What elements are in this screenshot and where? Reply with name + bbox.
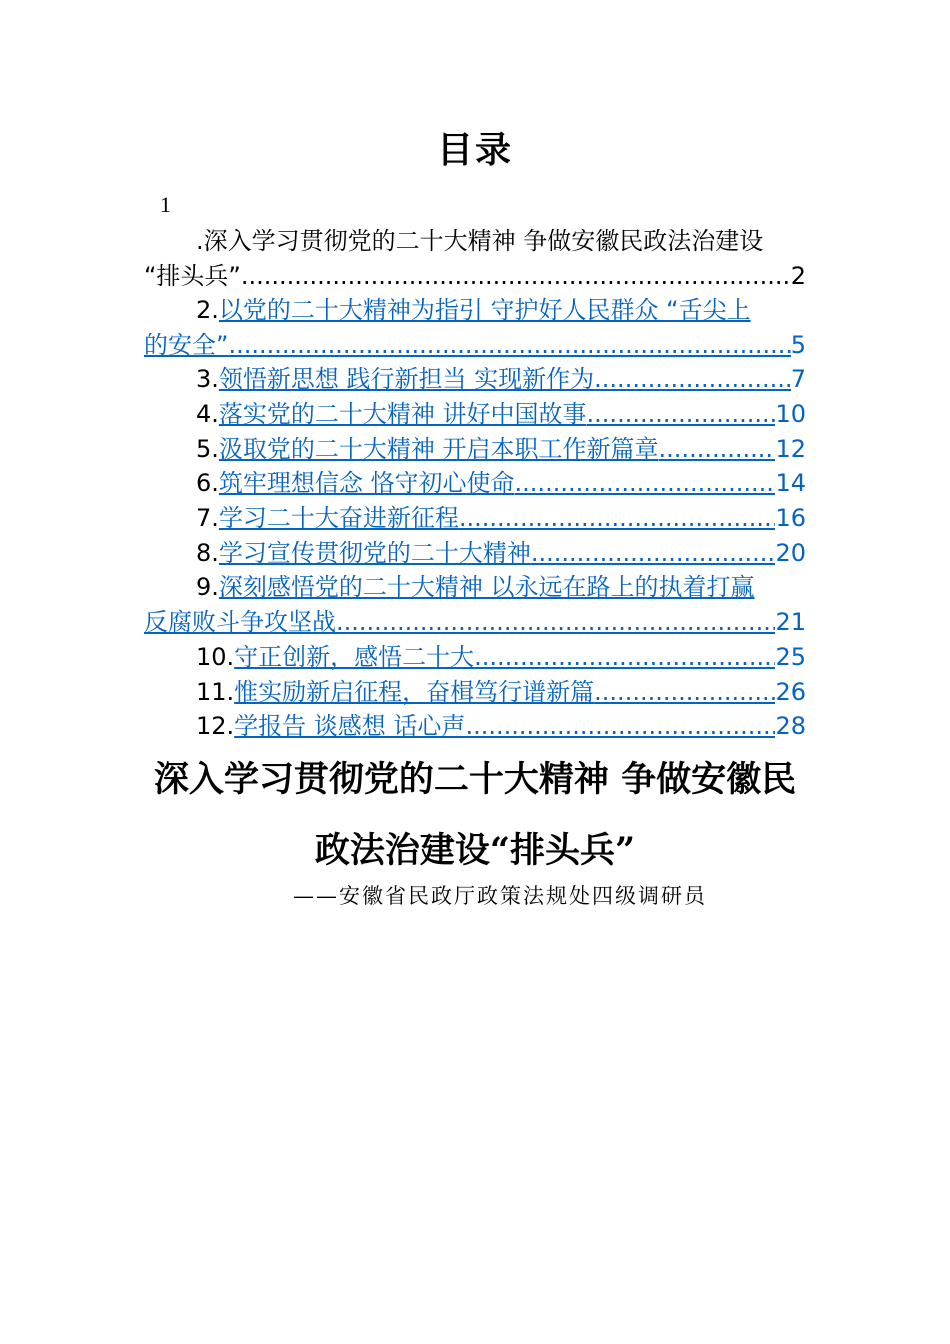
toc-leader-dots xyxy=(594,362,791,397)
article-title-line2: 政法治建设“排头兵” xyxy=(314,830,636,871)
toc-leader-dots xyxy=(515,466,776,501)
toc-item-9[interactable] xyxy=(144,570,806,640)
toc-page-number: 28 xyxy=(775,712,806,740)
toc-item-number: 7. xyxy=(196,504,219,532)
toc-page-number: 25 xyxy=(775,643,806,671)
toc-item-text-cont: “排头兵” xyxy=(144,262,241,290)
toc-item-8[interactable] xyxy=(144,536,806,571)
toc-item-number: 10. xyxy=(196,643,235,671)
toc-leader-dots xyxy=(465,709,775,744)
toc-link-text[interactable]: 落实党的二十大精神 讲好中国故事 xyxy=(218,400,587,428)
toc-item-number: . xyxy=(196,227,204,255)
toc-page-number: 14 xyxy=(775,469,806,497)
toc-item-10[interactable] xyxy=(144,640,806,675)
toc-item-number: 2. xyxy=(196,296,219,324)
toc-item-2[interactable] xyxy=(144,293,806,363)
toc-item-6[interactable] xyxy=(144,466,806,501)
toc-page-number: 21 xyxy=(775,608,806,636)
toc-leader-dots xyxy=(336,605,775,640)
toc-stray-number: 1 xyxy=(160,192,171,217)
toc-link-text[interactable]: 学习二十大奋进新征程 xyxy=(218,504,459,532)
toc-item-number: 3. xyxy=(196,365,219,393)
toc-title: 目录 xyxy=(436,129,513,171)
toc-page-number: 10 xyxy=(775,400,806,428)
toc-link-text-cont[interactable]: 的安全” xyxy=(144,331,229,359)
toc-link-text[interactable]: 学报告 谈感想 话心声 xyxy=(234,712,466,740)
toc-page-number: 20 xyxy=(775,539,806,567)
toc-link-text[interactable]: 惟实励新启征程，奋楫笃行谱新篇 xyxy=(234,678,595,706)
toc-leader-dots xyxy=(531,536,776,571)
toc-link-text[interactable]: 学习宣传贯彻党的二十大精神 xyxy=(218,539,531,567)
toc-leader-dots xyxy=(241,259,791,294)
toc-leader-dots xyxy=(459,501,776,536)
toc-item-number: 12. xyxy=(196,712,235,740)
toc-leader-dots xyxy=(594,675,775,710)
toc-link-text[interactable]: 以党的二十大精神为指引 守护好人民群众 “舌尖上 xyxy=(218,296,751,324)
toc-item-7[interactable] xyxy=(144,501,806,536)
toc-item-number: 5. xyxy=(196,435,219,463)
toc-leader-dots xyxy=(659,432,776,467)
toc-page-number: 5 xyxy=(790,331,806,359)
toc-item-number: 11. xyxy=(196,678,235,706)
toc-item-4[interactable] xyxy=(144,397,806,432)
toc-page-number: 7 xyxy=(790,365,806,393)
toc-link-text-cont[interactable]: 反腐败斗争攻坚战 xyxy=(144,608,336,636)
toc-item-3[interactable] xyxy=(144,362,806,397)
toc-page-number: 16 xyxy=(775,504,806,532)
article-title-line1: 深入学习贯彻党的二十大精神 争做安徽民 xyxy=(153,759,797,800)
toc-item-number: 6. xyxy=(196,469,219,497)
toc-item-number: 8. xyxy=(196,539,219,567)
toc-item-1[interactable] xyxy=(144,224,806,294)
toc-link-text[interactable]: 领悟新思想 践行新担当 实现新作为 xyxy=(218,365,595,393)
toc-item-text: 深入学习贯彻党的二十大精神 争做安徽民政法治建设 xyxy=(203,227,764,255)
toc-item-11[interactable] xyxy=(144,675,806,710)
toc-link-text[interactable]: 汲取党的二十大精神 开启本职工作新篇章 xyxy=(218,435,659,463)
toc-page-number: 2 xyxy=(790,262,806,290)
toc-link-text[interactable]: 深刻感悟党的二十大精神 以永远在路上的执着打赢 xyxy=(218,573,755,601)
toc-leader-dots xyxy=(587,397,776,432)
toc-leader-dots xyxy=(228,328,790,363)
toc-link-text[interactable]: 守正创新，感悟二十大 xyxy=(234,643,475,671)
toc-link-text[interactable]: 筑牢理想信念 恪守初心使命 xyxy=(218,469,515,497)
toc-item-number: 9. xyxy=(196,573,219,601)
toc-page-number: 26 xyxy=(775,678,806,706)
toc-page-number: 12 xyxy=(775,435,806,463)
toc-item-12[interactable] xyxy=(144,709,806,744)
article-author: ——安徽省民政厅政策法规处四级调研员 xyxy=(293,884,707,908)
toc-leader-dots xyxy=(474,640,775,675)
toc-item-number: 4. xyxy=(196,400,219,428)
toc-item-5[interactable] xyxy=(144,432,806,467)
